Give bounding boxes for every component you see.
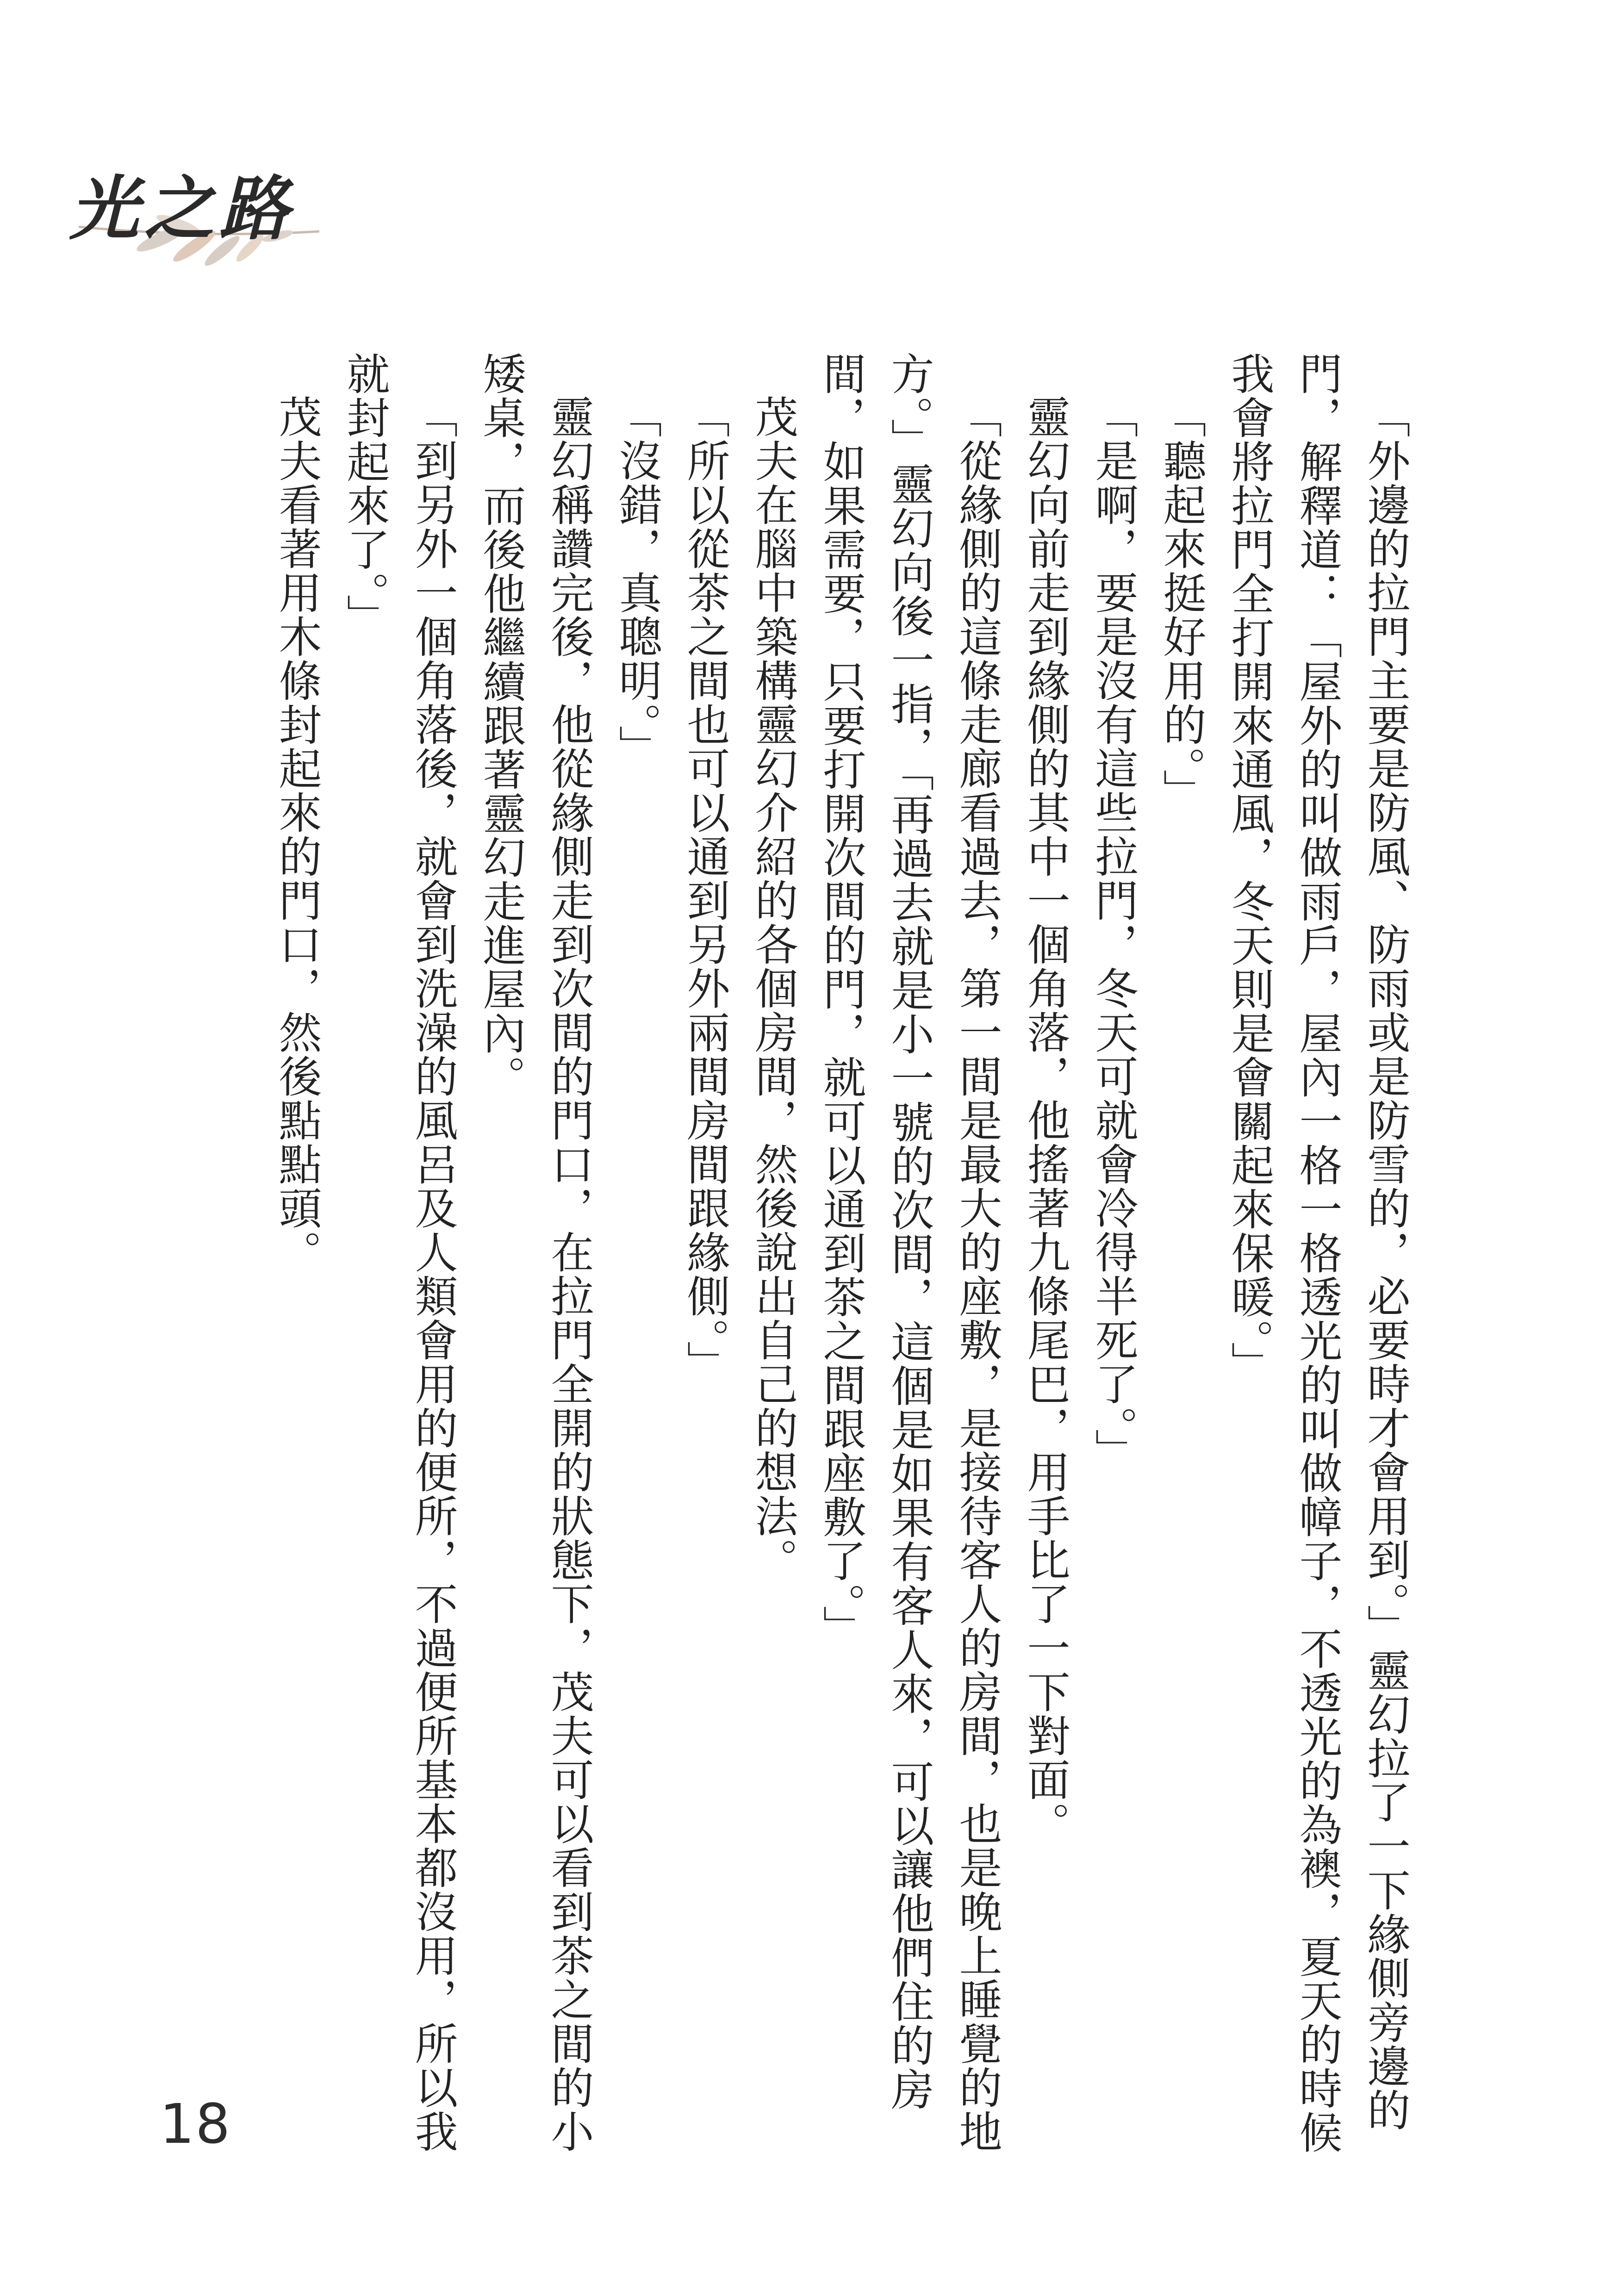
- paragraph: 「從緣側的這條走廊看過去，第一間是最大的座敷，是接待客人的房間，也是晚上睡覺的地方。」靈幻向後一指，「再過去就是小一號的次間，這個是如果有客人來，可以讓他們住的房間，如果需要，只要打開次間的門，就可以通到茶之間跟座敷了。」: [816, 352, 1002, 2153]
- paragraph: 「沒錯，真聰明。」: [612, 395, 662, 769]
- paragraph: 「外邊的拉門主要是防風、防雨或是防雪的，必要時才會用到。」靈幻拉了一下緣側旁邊的門，解釋道：「屋外的叫做雨戶，屋內一格一格透光的叫做幛子，不透光的為襖，夏天的時候我會將拉門全打開來通風，冬天則是會關起來保暖。」: [1224, 352, 1410, 2154]
- paragraph: 「聽起來挺好用的。」: [1156, 395, 1206, 813]
- logo-title: 光之路: [69, 168, 295, 249]
- paragraph: 靈幻向前走到緣側的其中一個角落，他搖著九條尾巴，用手比了一下對面。: [1020, 395, 1070, 1846]
- paragraph: 靈幻稱讚完後，他從緣側走到次間的門口，在拉門全開的狀態下，茂夫可以看到茶之間的小矮桌，而後他繼續跟著靈幻走進屋內。: [476, 352, 594, 2153]
- page-number: 18: [160, 2092, 231, 2156]
- paragraph: 「是啊，要是沒有這些拉門，冬天可就會冷得半死了。」: [1088, 395, 1138, 1473]
- header-logo: [60, 139, 319, 278]
- paragraph: 茂夫看著用木條封起來的門口，然後點點頭。: [272, 395, 322, 1274]
- paragraph: 茂夫在腦中築構靈幻介紹的各個房間，然後說出自己的想法。: [748, 395, 798, 1582]
- paragraph: 「到另外一個角落後，就會到洗澡的風呂及人類會用的便所，不過便所基本都沒用，所以我就封起來了。」: [340, 352, 458, 2153]
- vertical-body-text: [54, 352, 1419, 2157]
- paragraph: 「所以從茶之間也可以通到另外兩間房間跟緣側。」: [680, 395, 730, 1385]
